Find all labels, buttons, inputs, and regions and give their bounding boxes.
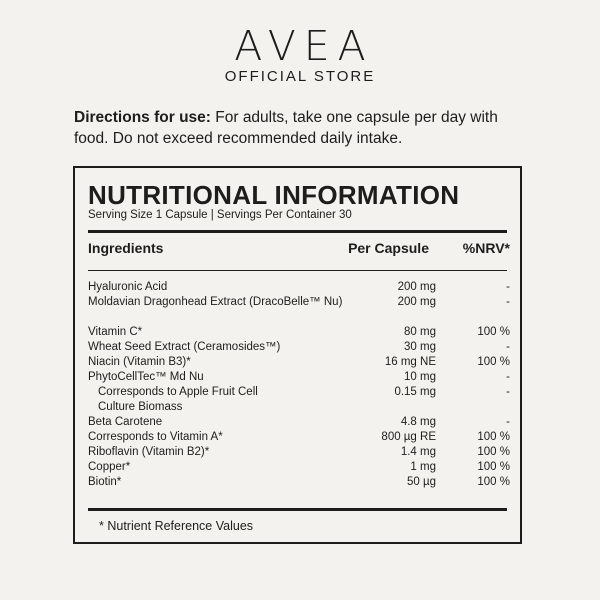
table-row	[88, 325, 511, 340]
ingredient-nrv: -	[506, 341, 510, 353]
ingredient-nrv: -	[506, 386, 510, 398]
panel-title: NUTRITIONAL INFORMATION	[88, 180, 460, 210]
ingredient-name: Corresponds to Apple Fruit Cell Culture Biomass	[98, 386, 258, 413]
footnote: * Nutrient Reference Values	[99, 519, 254, 533]
ingredient-amount: 16 mg NE	[384, 356, 436, 368]
table-row	[88, 370, 511, 385]
ingredient-nrv: 100 %	[477, 326, 510, 338]
serving-info: Serving Size 1 Capsule | Servings Per Container 30	[88, 209, 352, 221]
ingredient-amount: 30 mg	[404, 341, 436, 353]
ingredient-name: PhytoCellTec™ Md Nu	[88, 371, 204, 383]
ingredient-amount: 1.4 mg	[400, 446, 436, 458]
directions-text	[74, 107, 534, 149]
directions-label: Directions for use:	[74, 109, 211, 126]
ingredient-nrv: -	[506, 296, 510, 308]
ingredient-name: Riboflavin (Vitamin B2)*	[88, 446, 210, 458]
ingredient-amount: 1 mg	[410, 461, 436, 473]
ingredient-name: Moldavian Dragonhead Extract (DracoBelle™ Nu)	[88, 296, 343, 308]
ingredient-amount: 4.8 mg	[400, 416, 436, 428]
table-row	[88, 415, 511, 430]
header-divider-top	[88, 230, 507, 233]
brand-logo	[0, 24, 600, 85]
table-row	[88, 340, 511, 355]
ingredient-amount: 10 mg	[404, 371, 436, 383]
ingredient-name: Beta Carotene	[88, 416, 163, 428]
table-row	[88, 295, 511, 325]
ingredient-nrv: 100 %	[477, 431, 510, 443]
table-row	[88, 460, 511, 475]
table-row	[88, 355, 511, 370]
ingredient-name: Vitamin C*	[88, 326, 143, 338]
table-row	[88, 280, 511, 295]
ingredient-name: Niacin (Vitamin B3)*	[88, 356, 191, 368]
table-row	[88, 445, 511, 460]
ingredient-amount: 200 mg	[397, 296, 436, 308]
ingredient-nrv: 100 %	[477, 446, 510, 458]
table-row	[88, 385, 511, 415]
ingredient-list	[88, 280, 511, 490]
ingredient-name: Biotin*	[88, 476, 122, 488]
ingredient-nrv: 100 %	[477, 476, 510, 488]
ingredient-nrv: -	[506, 371, 510, 383]
ingredient-nrv: -	[506, 281, 510, 293]
ingredient-amount: 0.15 mg	[394, 386, 436, 398]
ingredient-amount: 200 mg	[397, 281, 436, 293]
table-row	[88, 430, 511, 445]
ingredient-name: Copper*	[88, 461, 131, 473]
ingredient-nrv: 100 %	[477, 356, 510, 368]
header-divider-bottom	[88, 270, 507, 271]
ingredient-name: Corresponds to Vitamin A*	[88, 431, 223, 443]
nutrition-panel	[73, 166, 522, 544]
header-ingredients: Ingredients	[88, 240, 164, 256]
brand-subtitle: OFFICIAL STORE	[224, 68, 376, 85]
ingredient-nrv: 100 %	[477, 461, 510, 473]
ingredient-name: Wheat Seed Extract (Ceramosides™)	[88, 341, 281, 353]
table-row	[88, 475, 511, 490]
header-per-capsule: Per Capsule	[348, 240, 429, 256]
ingredient-nrv: -	[506, 416, 510, 428]
ingredient-amount: 50 µg	[406, 476, 436, 488]
ingredient-amount: 80 mg	[404, 326, 436, 338]
ingredient-amount: 800 µg RE	[381, 431, 436, 443]
directions-body: For adults, take one capsule per day with food. Do not exceed recommended daily intake.	[74, 109, 498, 147]
footer-divider	[88, 508, 507, 511]
brand-name: AVEA	[234, 22, 374, 70]
ingredient-name: Hyaluronic Acid	[88, 281, 168, 293]
header-nrv: %NRV*	[462, 240, 510, 256]
